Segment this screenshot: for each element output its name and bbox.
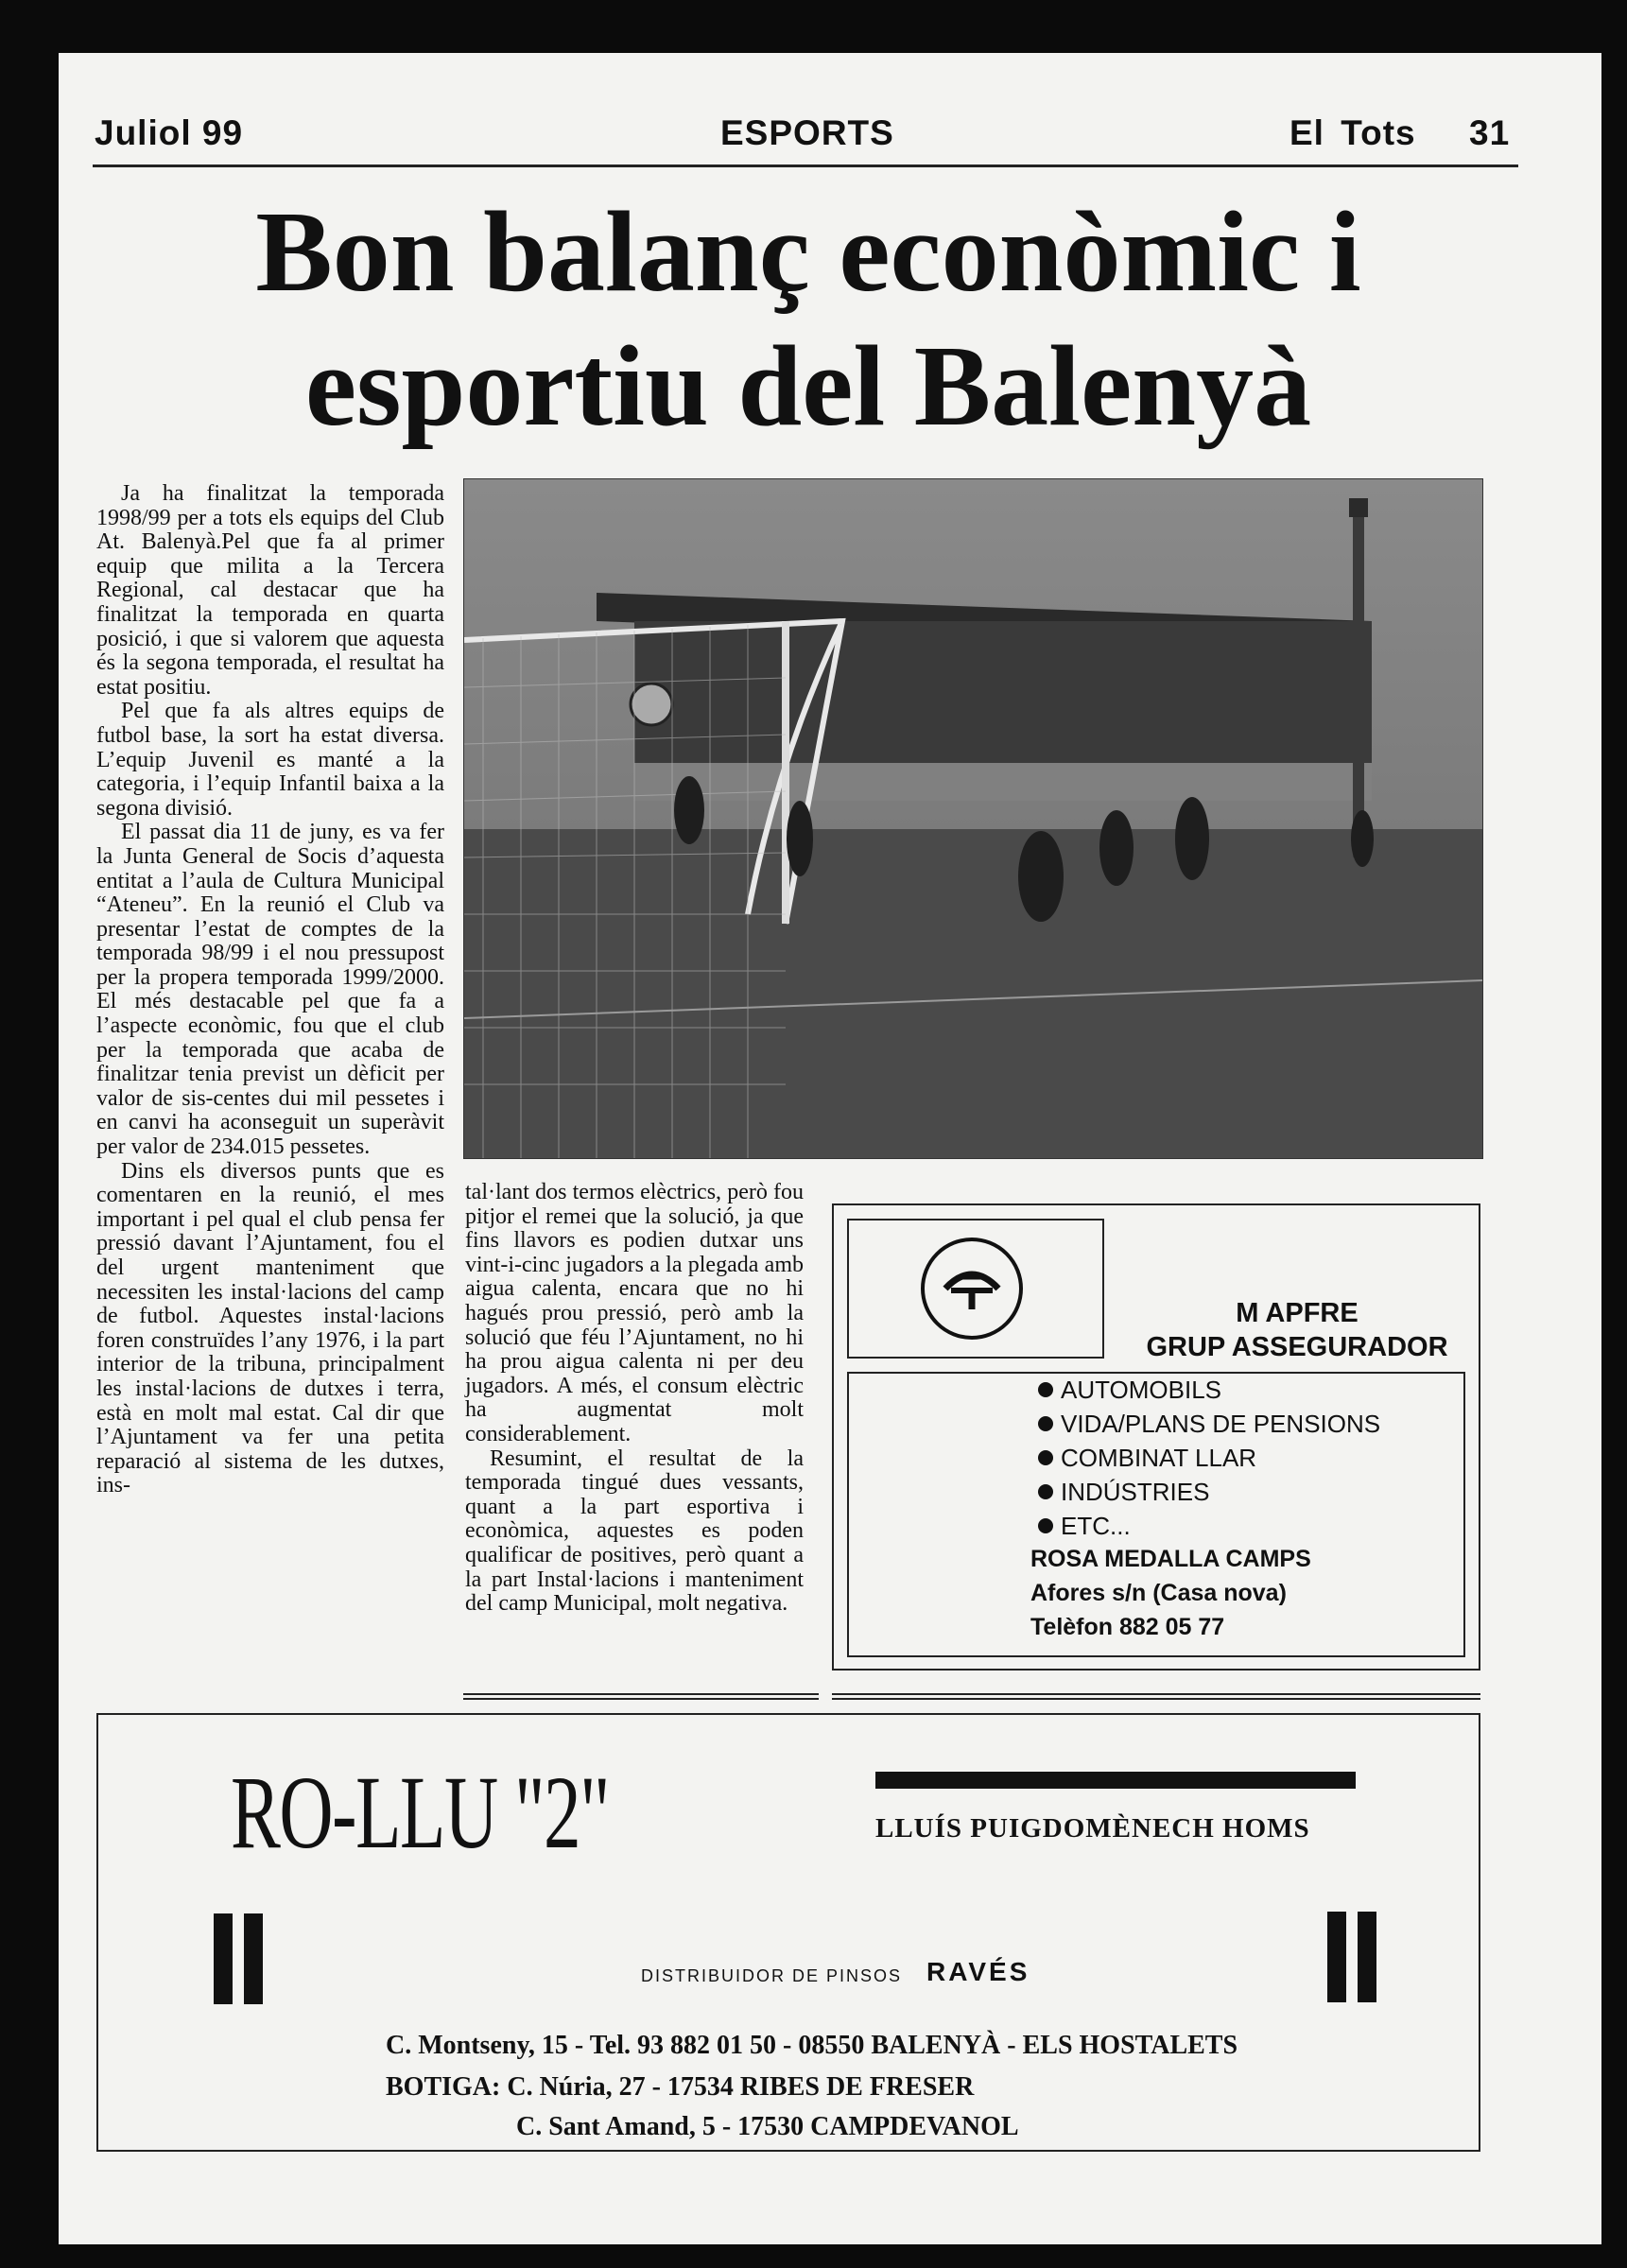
mapfre-name xyxy=(1117,1296,1477,1364)
issue-date: Juliol 99 xyxy=(95,113,244,152)
mapfre-logo-box xyxy=(847,1219,1104,1359)
service-item: ETC... xyxy=(1038,1512,1131,1541)
bullet-icon xyxy=(1038,1382,1053,1397)
distributor-label: DISTRIBUIDOR DE PINSOS xyxy=(641,1966,903,1985)
contact-name: ROSA MEDALLA CAMPS xyxy=(1030,1546,1311,1572)
section-name: ESPORTS xyxy=(720,113,894,152)
mapfre-logo-icon xyxy=(921,1238,1023,1340)
mapfre-name-line-2: GRUP ASSEGURADOR xyxy=(1146,1332,1448,1362)
column-rule xyxy=(463,1693,819,1700)
decorative-bar xyxy=(1327,1912,1346,2002)
owner-name: LLUÍS PUIGDOMÈNECH HOMS xyxy=(875,1813,1310,1844)
rollu-brand: RO-LLU "2" xyxy=(231,1755,610,1870)
contact-address: Afores s/n (Casa nova) xyxy=(1030,1580,1287,1606)
bullet-icon xyxy=(1038,1450,1053,1465)
paragraph: Resumint, el resultat de la temporada tingué dues vessants, quant a la part esportiva i econòmica, aquestes es poden qualificar de positives, però quant a la part Instal·lacions i manteniment del camp Municipal, molt negativa. xyxy=(465,1446,804,1617)
distributor-brand: RAVÉS xyxy=(926,1957,1030,1986)
decorative-bar xyxy=(214,1913,233,2004)
article-column-2 xyxy=(465,1181,804,1617)
paragraph: Ja ha finalitzat la temporada 1998/99 per a tots els equips del Club At. Balenyà.Pel que fa al primer equip que milita a la Tercera Regional, cal destacar que ha finalitzat la temporada en quarta posició, i que si valorem que aquesta és la segona temporada, el resultat ha estat positiu. xyxy=(96,481,444,700)
service-item: VIDA/PLANS DE PENSIONS xyxy=(1038,1410,1380,1439)
publication-name: El Tots xyxy=(1289,113,1416,152)
header-rule xyxy=(93,164,1518,167)
paragraph: tal·lant dos termos elèctrics, però fou pitjor el remei que la solució, ja que fins llavors es podien dutxar uns vint-i-cinc jugadors a la plegada amb aigua calenta, encara que no hi hagués prou pressió, però amb la solució que féu l’Ajuntament, no hi ha prou aigua calenta ni per deu jugadors. A més, el consum elèctric ha augmentat molt considerablement. xyxy=(465,1180,804,1446)
paragraph: Dins els diversos punts que es comentaren en la reunió, el mes important i pel qual el club pensa fer pressió davant l’Ajuntament, fou el del urgent manteniment que necessiten les instal·lacions del camp de futbol. Aquestes instal·lacions foren construïdes l’any 1976, i la part interior de la tribuna, principalment les instal·lacions de dutxes i terra, està en molt mal estat. Cal dir que l’Ajuntament va fer una petita reparació al sistema de les dutxes, ins- xyxy=(96,1158,444,1498)
bullet-icon xyxy=(1038,1518,1053,1533)
newspaper-page xyxy=(59,53,1601,2244)
column-rule xyxy=(832,1693,1480,1700)
bullet-icon xyxy=(1038,1416,1053,1431)
bullet-icon xyxy=(1038,1484,1053,1499)
address-line-1: C. Montseny, 15 - Tel. 93 882 01 50 - 08550 BALENYÀ - ELS HOSTALETS xyxy=(386,2031,1238,2060)
page-number: 31 xyxy=(1469,113,1511,152)
mapfre-advertisement xyxy=(832,1203,1480,1671)
decorative-bar xyxy=(244,1913,263,2004)
address-line-3: C. Sant Amand, 5 - 17530 CAMPDEVANOL xyxy=(516,2112,1019,2141)
contact-phone: Telèfon 882 05 77 xyxy=(1030,1614,1225,1640)
rollu-advertisement xyxy=(96,1713,1480,2152)
decorative-bar xyxy=(875,1772,1356,1789)
service-item: INDÚSTRIES xyxy=(1038,1478,1209,1507)
mapfre-name-line-1: M APFRE xyxy=(1236,1298,1359,1328)
decorative-bar xyxy=(1358,1912,1376,2002)
service-item: COMBINAT LLAR xyxy=(1038,1444,1256,1473)
headline-line-1: Bon balanç econòmic i xyxy=(255,188,1361,316)
article-headline xyxy=(96,185,1520,454)
article-column-1 xyxy=(96,482,444,1498)
service-item: AUTOMOBILS xyxy=(1038,1376,1221,1405)
address-line-2: BOTIGA: C. Núria, 27 - 17534 RIBES DE FRESER xyxy=(386,2072,975,2102)
paragraph: Pel que fa als altres equips de futbol base, la sort ha estat diversa. L’equip Juvenil es manté a la categoria, i l’equip Infantil baixa a la segona divisió. xyxy=(96,699,444,821)
headline-line-2: esportiu del Balenyà xyxy=(304,322,1312,450)
photo-scene xyxy=(464,479,1482,1158)
paragraph: El passat dia 11 de juny, es va fer la Junta General de Socis d’aquesta entitat a l’aula de Cultura Municipal “Ateneu”. En la reunió el Club va presentar l’estat de comptes de la temporada 98/99 i el nou pressupost per la propera temporada 1999/2000. El més destacable pel que fa a l’aspecte econòmic, fou que el club per la temporada que acaba de finalitzar tenia previst un dèficit per valor de sis-centes dui mil pessetes i en canvi ha aconseguit un superàvit per valor de 234.015 pessetes. xyxy=(96,820,444,1160)
football-match-photo xyxy=(463,478,1483,1159)
